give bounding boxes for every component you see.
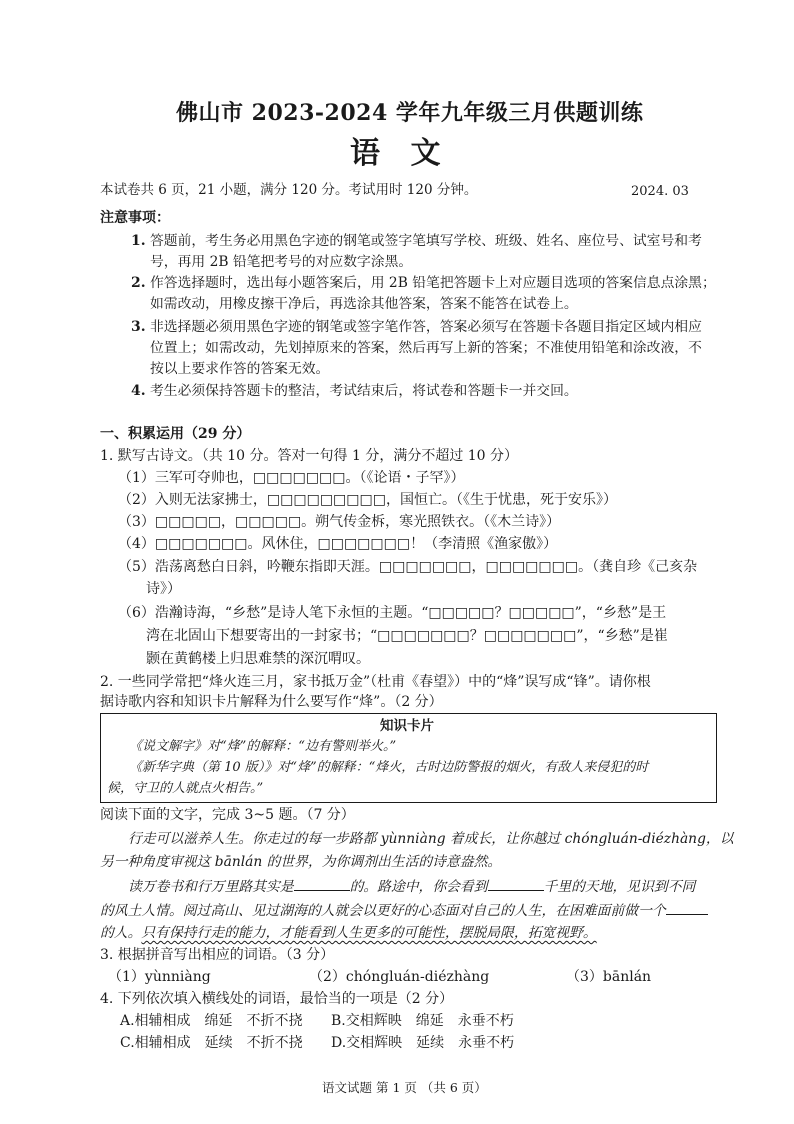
blank-1 — [294, 876, 350, 891]
q2-line-2: 据诗歌内容和知识卡片解释为什么要写作“烽”。（2 分） — [100, 694, 443, 710]
note-1-line-2: 号，再用 2B 铅笔把考号的对应数字涂黑。 — [150, 254, 413, 270]
q4-option-b: B.交相辉映 绵延 永垂不朽 — [331, 1013, 514, 1029]
q3-option-2: （2）chóngluán-diézhàng — [309, 969, 490, 985]
q3-text: 3. 根据拼音写出相应的词语。（3 分） — [100, 947, 335, 963]
note-4-number: 4. — [131, 383, 146, 399]
passage-p2-part-c: 千里的天地，见识到不同 — [543, 879, 696, 895]
note-3-line-2: 位置上；如需改动，先划掉原来的答案，然后再写上新的答案；不准使用铅笔和涂改液，不 — [150, 340, 702, 356]
q1-intro: 1. 默写古诗文。（共 10 分。答对一句得 1 分，满分不超过 10 分） — [100, 448, 519, 464]
note-3-number: 3. — [131, 319, 146, 335]
reading-intro: 阅读下面的文字，完成 3~5 题。（7 分） — [100, 807, 355, 823]
note-3-line-1: 非选择题必须用黑色字迹的钢笔或签字笔作答，答案必须写在答题卡各题目指定区域内相应 — [150, 319, 702, 335]
q1-item-6-cont-2: 颢在黄鹤楼上归思难禁的深沉喟叹。 — [146, 651, 370, 667]
note-2-number: 2. — [131, 275, 146, 291]
knowledge-card — [100, 713, 717, 803]
passage-p1-line-2: 另一种角度审视这 bānlán 的世界，为你调剂出生活的诗意盎然。 — [100, 854, 502, 870]
passage-p2-part-a: 读万卷书和行万里路其实是 — [128, 879, 294, 895]
section-1-heading: 一、积累运用（29 分） — [100, 426, 251, 442]
q1-item-5: （5）浩荡离愁白日斜，吟鞭东指即天涯。□□□□□□□，□□□□□□□。（龚自珍《己亥杂 — [118, 559, 698, 575]
q1-item-2: （2）入则无法家拂士，□□□□□□□□□，国恒亡。（《生于忧患，死于安乐》） — [118, 492, 617, 508]
note-1-line-1: 答题前，考生务必用黑色字迹的钢笔或签字笔填写学校、班级、姓名、座位号、试室号和考 — [150, 233, 702, 249]
q3-option-3: （3）bānlán — [566, 969, 652, 985]
passage-p2-line-2-text: 的风土人情。阅过高山、见过湖海的人就会以更好的心态面对自己的人生，在困难面前做一个 — [100, 903, 666, 919]
note-2-line-1: 作答选择题时，选出每小题答案后，用 2B 铅笔把答题卡上对应题目选项的答案信息点涂黑； — [150, 275, 716, 291]
q1-item-3: （3）□□□□□，□□□□□。朔气传金柝，寒光照铁衣。（《木兰诗》） — [118, 514, 561, 530]
q4-option-d: D.交相辉映 延续 永垂不朽 — [331, 1035, 515, 1051]
exam-info: 本试卷共 6 页，21 小题，满分 120 分。考试用时 120 分钟。 — [100, 182, 478, 198]
q1-item-1: （1）三军可夺帅也，□□□□□□□。（《论语・子罕》） — [118, 470, 465, 486]
page-footer: 语文试题 第 1 页 （共 6 页） — [322, 1080, 487, 1095]
q1-item-6-cont-1: 湾在北固山下想要寄出的一封家书；“□□□□□□□？□□□□□□□”，“乡愁”是崔 — [146, 628, 668, 644]
q4-text: 4. 下列依次填入横线处的词语，最恰当的一项是（2 分） — [100, 991, 454, 1007]
exam-date: 2024. 03 — [631, 184, 689, 199]
exam-title: 佛山市 2023-2024 学年九年级三月供题训练 — [176, 100, 644, 126]
blank-3 — [666, 900, 708, 915]
note-3-line-3: 按以上要求作答的答案无效。 — [150, 361, 330, 377]
notes-heading: 注意事项： — [100, 210, 170, 226]
note-4-line-1: 考生必须保持答题卡的整洁，考试结束后，将试卷和答题卡一并交回。 — [150, 383, 578, 399]
knowledge-card-line-2: 《新华字典（第 10 版）》对“烽”的解释：“烽火，古时边防警报的烟火，有敌人来侵犯的时 — [129, 760, 649, 775]
passage-p1-line-1: 行走可以滋养人生。你走过的每一步路都 yùnniàng 着成长，让你越过 chóngluán-diézhàng，以 — [128, 831, 734, 847]
knowledge-card-line-1: 《说文解字》对“烽”的解释：“边有警则举火。” — [129, 739, 397, 754]
note-1-number: 1. — [131, 233, 146, 249]
knowledge-card-title: 知识卡片 — [380, 718, 434, 734]
passage-p2-line-3-a: 的人。 — [100, 925, 142, 941]
q1-item-6: （6）浩瀚诗海，“乡愁”是诗人笔下永恒的主题。“□□□□□？□□□□□”，“乡愁”是王 — [118, 605, 667, 621]
passage-p2-line-1 — [128, 876, 695, 897]
q4-option-a: A.相辅相成 绵延 不折不挠 — [120, 1013, 303, 1029]
q4-option-c: C.相辅相成 延续 不折不挠 — [120, 1035, 303, 1051]
passage-p2-line-2 — [100, 900, 708, 921]
passage-wavy-sentence: 只有保持行走的能力，才能看到人生更多的可能性，摆脱局限，拓宽视野。 — [141, 925, 597, 941]
passage-p2-line-3 — [100, 923, 597, 943]
passage-p2-part-b: 的。路途中，你会看到 — [349, 879, 488, 895]
note-2-line-2: 如需改动，用橡皮擦干净后，再选涂其他答案，答案不能答在试卷上。 — [150, 296, 578, 312]
blank-2 — [488, 876, 544, 891]
knowledge-card-line-3: 候，守卫的人就点火相告。” — [107, 781, 264, 796]
q3-option-1: （1）yùnniàng — [108, 969, 211, 985]
q1-item-4: （4）□□□□□□□。风休住，□□□□□□□！（李清照《渔家傲》） — [118, 536, 558, 552]
q1-item-5-cont: 诗》） — [146, 581, 181, 597]
subject-title: 语 文 — [350, 136, 451, 171]
q2-line-1: 2. 一些同学常把“烽火连三月，家书抵万金”（杜甫《春望》）中的“烽”误写成“锋”。请你根 — [100, 674, 651, 690]
